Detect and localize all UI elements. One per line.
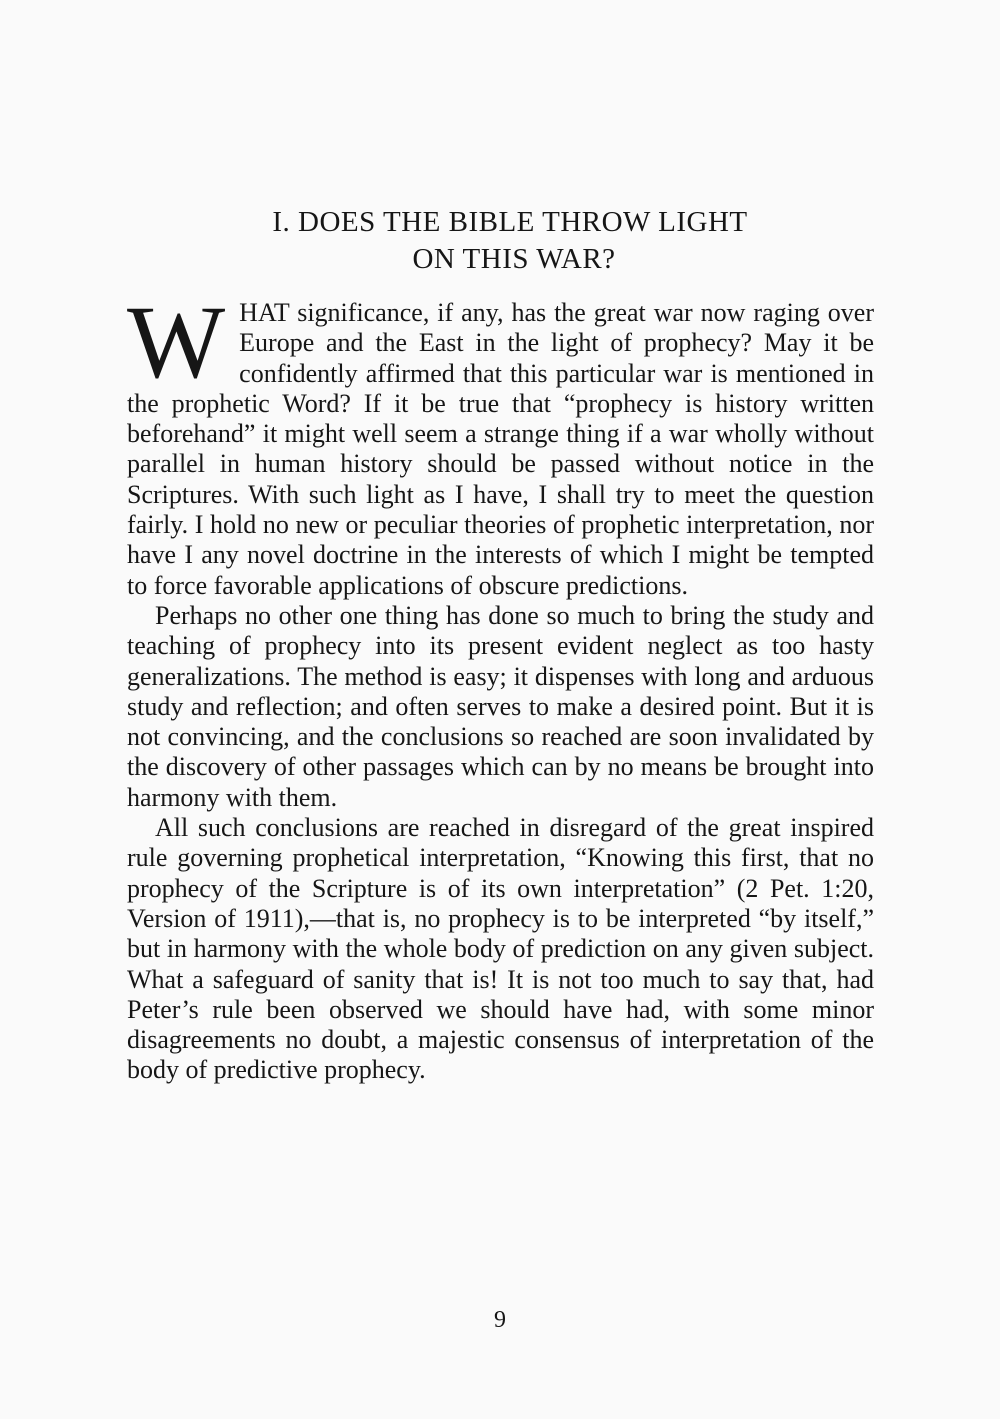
chapter-heading-line-1: I. DOES THE BIBLE THROW LIGHT: [272, 206, 748, 238]
page-number: 9: [494, 1307, 506, 1333]
paragraph-2: Perhaps no other one thing has done so much to bring the study and teaching of prophecy into its present evident neglect as too hasty generalizations. The method is easy; it dispenses with long and arduous study and reflection; and often serves to make a desired point. But it is not convincing, and the conclusions so reached are soon invalidated by the discovery of other passages which can by no means be brought into harmony with them.: [127, 600, 874, 812]
chapter-heading: [0, 204, 1000, 278]
paragraph-3: All such conclusions are reached in disregard of the great inspired rule governing prophetical interpretation, “Knowing this first, that no prophecy of the Scripture is of its own interpretation” (2 Pet. 1:20, Version of 1911),—that is, no prophecy is to be interpreted “by itself,” but in harmony with the whole body of prediction on any given subject. What a safeguard of sanity that is! It is not too much to say that, had Peter’s rule been observed we should have had, with some minor disagreements no doubt, a majestic consensus of interpretation of the body of predictive prophecy.: [127, 813, 874, 1085]
paragraph-1: [127, 285, 874, 601]
drop-cap: W: [127, 285, 226, 400]
paragraph-1-text: HAT significance, if any, has the great war now raging over Europe and the East in the light of prophecy? May it be confidently affirmed that this particular war is mentioned in the prophetic Word? If it be true that “prophecy is history written beforehand” it might well seem a strange thing if a war wholly without parallel in human history should be passed without notice in the Scriptures. With such light as I have, I shall try to meet the question fairly. I hold no new or peculiar theories of prophetic interpretation, nor have I any novel doctrine in the interests of which I might be tempted to force favorable applications of obscure predictions.: [127, 298, 874, 600]
chapter-heading-line-2: ON THIS WAR?: [412, 243, 616, 275]
body-text: [127, 285, 874, 1086]
